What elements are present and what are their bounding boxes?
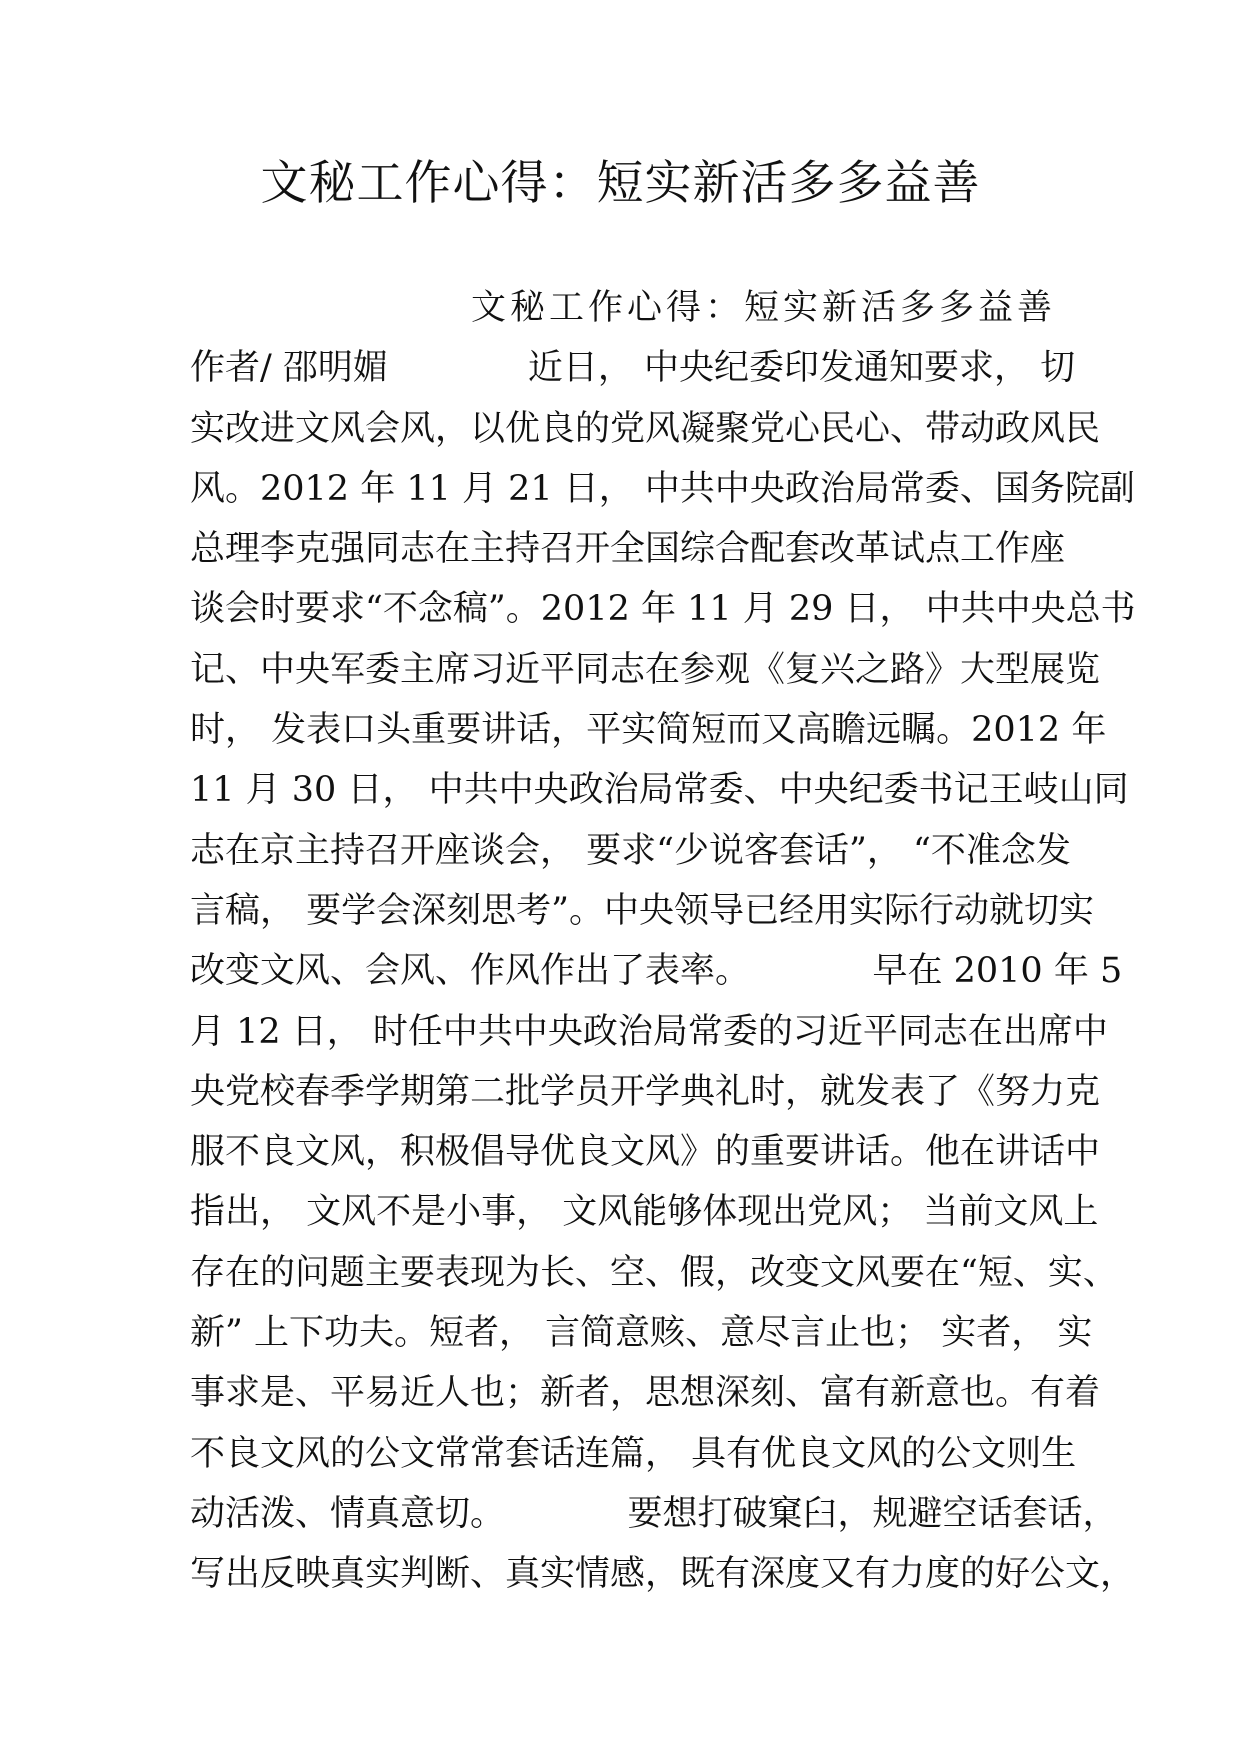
document-title: 文秘工作心得：短实新活多多益善 — [260, 156, 981, 211]
body-line: 文秘工作心得：短实新活多多益善 — [470, 288, 1056, 328]
body-line: 存在的问题主要表现为长、空、假，改变文风要在“短、实、 — [190, 1252, 1118, 1293]
body-line: 总理李克强同志在主持召开全国综合配套改革试点工作座 — [190, 529, 1066, 570]
body-line: 指出， 文风不是小事， 文风能够体现出党风； 当前文风上 — [190, 1192, 1099, 1233]
document-body — [190, 278, 1136, 1605]
body-line: 时， 发表口头重要讲话，平实简短而又高瞻远瞩。2012 年 — [190, 710, 1107, 751]
body-line: 写出反映真实判断、真实情感，既有深度又有力度的好公文， — [190, 1554, 1136, 1595]
body-line: 动活泼、情真意切。 要想打破窠臼，规避空话套话， — [190, 1493, 1118, 1534]
body-line: 11 月 30 日， 中共中央政治局常委、中央纪委书记王岐山同 — [190, 770, 1129, 811]
body-line: 新” 上下功夫。短者， 言简意赅、意尽言止也； 实者， 实 — [190, 1313, 1093, 1354]
body-line: 言稿， 要学会深刻思考”。中央领导已经用实际行动就切实 — [190, 890, 1095, 931]
body-line: 作者/ 邵明媚 近日， 中央纪委印发通知要求， 切 — [190, 348, 1076, 389]
body-line: 记、中央军委主席习近平同志在参观《复兴之路》大型展览 — [190, 649, 1101, 690]
body-line: 实改进文风会风，以优良的党风凝聚党心民心、带动政风民 — [190, 408, 1101, 449]
body-line: 改变文风、会风、作风作出了表率。 早在 2010 年 5 — [190, 951, 1123, 992]
body-line: 央党校春季学期第二批学员开学典礼时，就发表了《努力克 — [190, 1071, 1101, 1112]
body-line: 风。2012 年 11 月 21 日， 中共中央政治局常委、国务院副 — [190, 468, 1135, 509]
body-line: 事求是、平易近人也；新者，思想深刻、富有新意也。有着 — [190, 1373, 1101, 1414]
body-line: 志在京主持召开座谈会， 要求“少说客套话”， “不准念发 — [190, 830, 1071, 871]
body-line: 不良文风的公文常常套话连篇， 具有优良文风的公文则生 — [190, 1433, 1077, 1474]
body-line: 谈会时要求“不念稿”。2012 年 11 月 29 日， 中共中央总书 — [190, 589, 1136, 630]
body-line: 服不良文风，积极倡导优良文风》的重要讲话。他在讲话中 — [190, 1132, 1101, 1173]
body-line: 月 12 日， 时任中共中央政治局常委的习近平同志在出席中 — [190, 1011, 1108, 1052]
